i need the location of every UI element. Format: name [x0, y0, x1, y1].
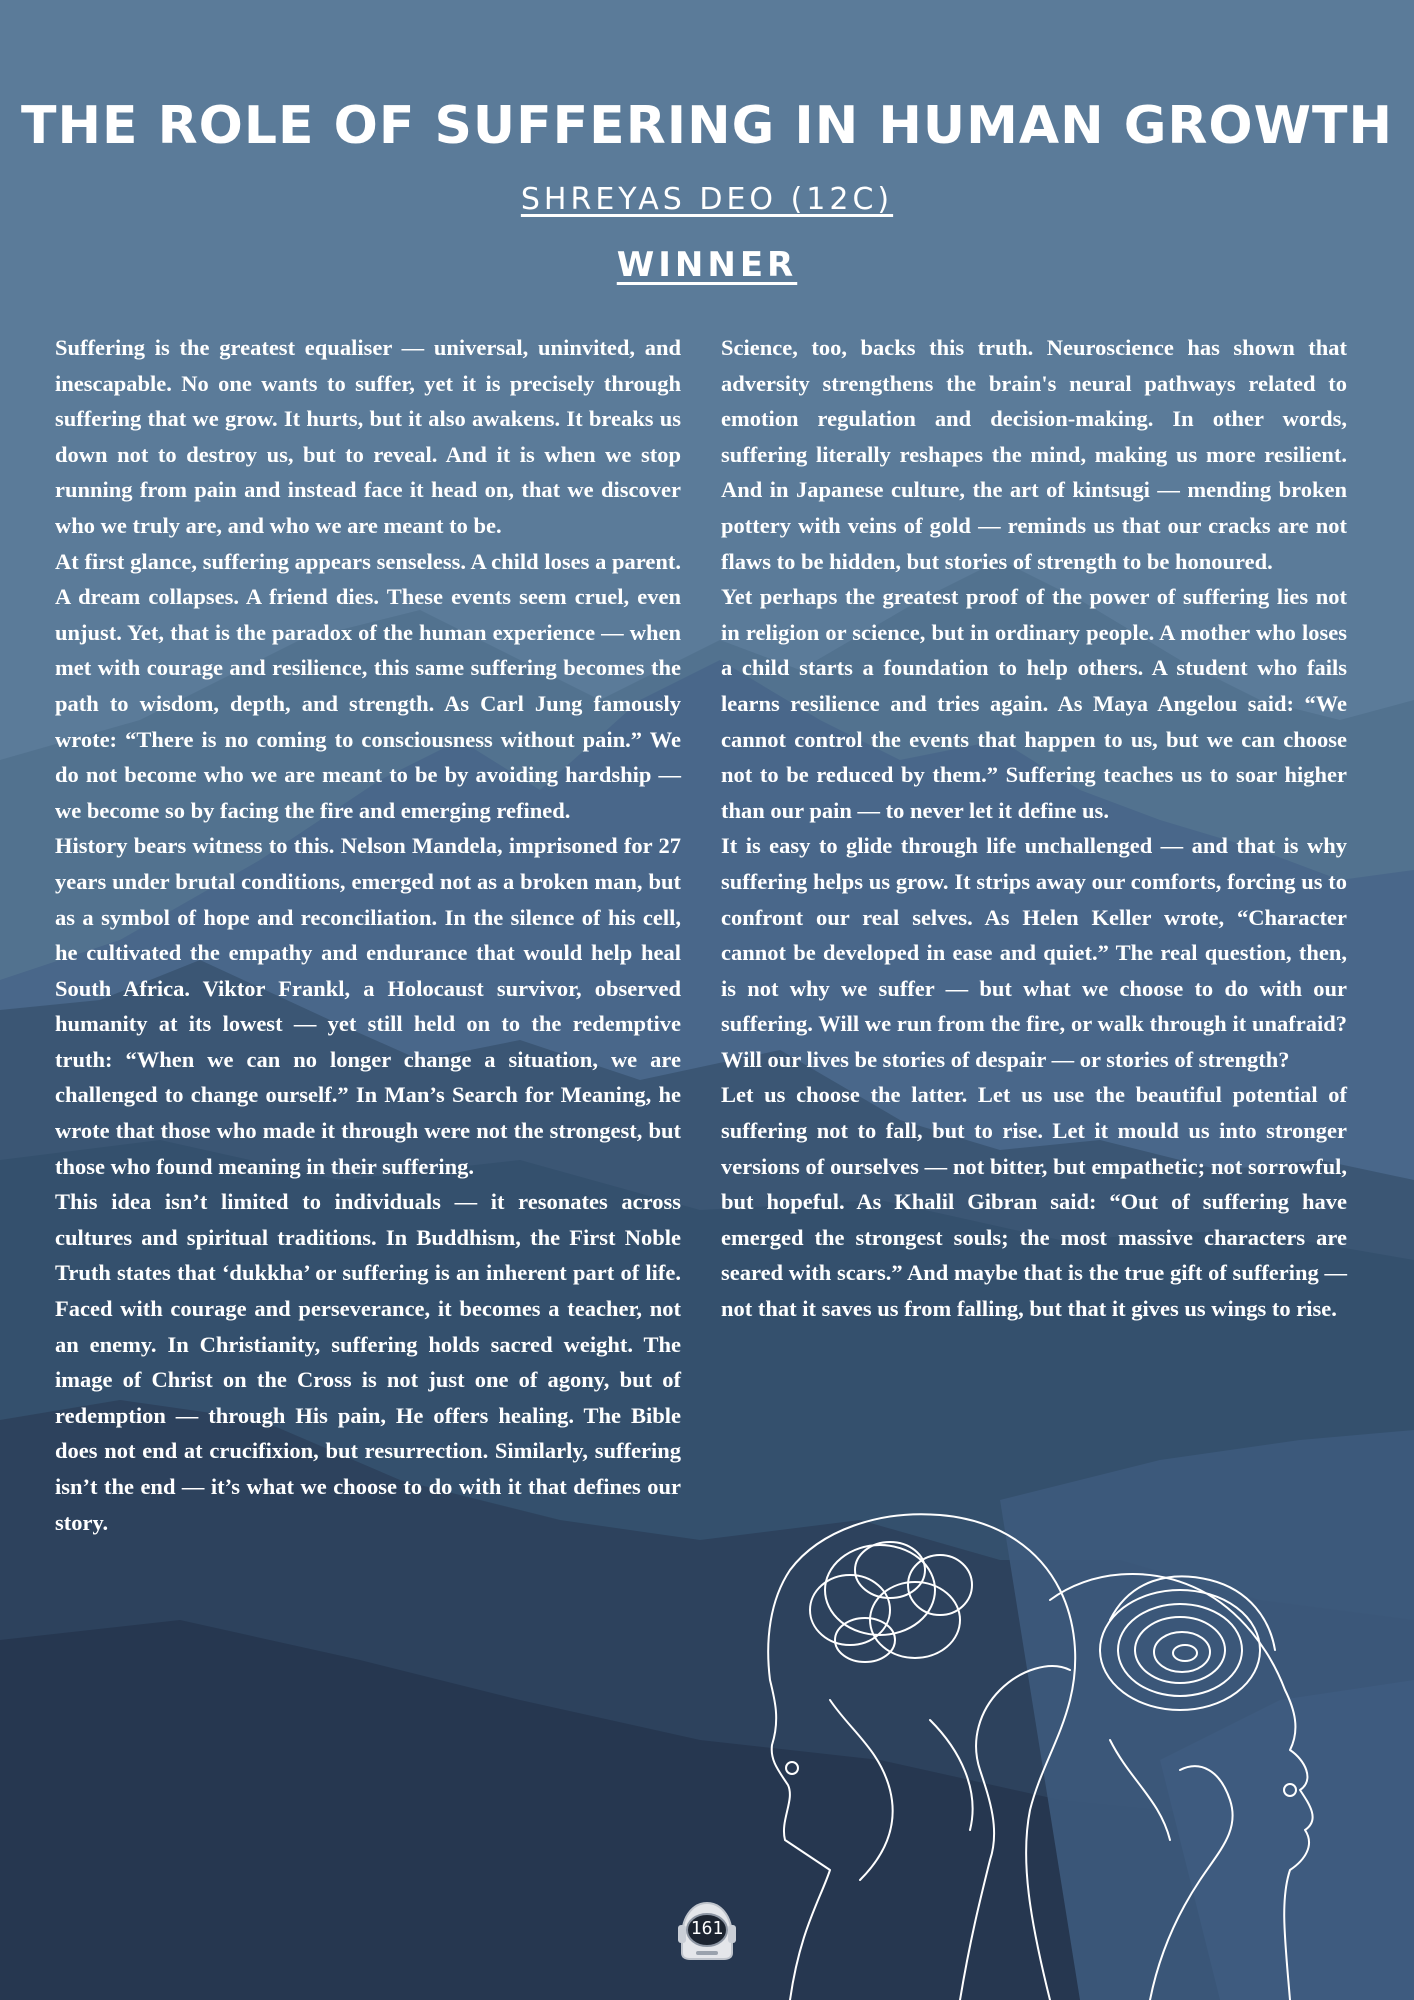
- page-number-badge: [674, 1897, 740, 1963]
- essay-paragraph: Yet perhaps the greatest proof of the power of suffering lies not in religion or science, but in ordinary people. A mother who loses a child starts a foundation to help others. A student who fails learns resilience and tries again. As Maya Angelou said: “We cannot control the events that happen to us, but we can choose not to be reduced by them.” Suffering teaches us to soar higher than our pain — to never let it define us.: [721, 584, 1347, 823]
- page-number: 161: [690, 1918, 724, 1939]
- essay-paragraph: At first glance, suffering appears senseless. A child loses a parent. A dream collapses. A friend dies. These events seem cruel, even unjust. Yet, that is the paradox of the human experience — when met with courage and resilience, this same suffering becomes the path to wisdom, depth, and strength. As Carl Jung famously wrote: “There is no coming to consciousness without pain.” We do not become who we are meant to be by avoiding hardship — we become so by facing the fire and emerging refined.: [55, 548, 681, 823]
- essay-paragraph: Let us choose the latter. Let us use the beautiful potential of suffering not to fall, but to rise. Let it mould us into stronger versions of ourselves — not bitter, but empathetic; not sorrowful, but hopeful. As Khalil Gibran said: “Out of suffering have emerged the strongest souls; the most massive characters are seared with scars.” And maybe that is the true gift of suffering — not that it saves us from falling, but that it gives us wings to rise.: [721, 1082, 1347, 1322]
- essay-title: THE ROLE OF SUFFERING IN HUMAN GROWTH: [21, 96, 1393, 156]
- essay-column-left: [55, 330, 681, 1540]
- essay-paragraph: History bears witness to this. Nelson Mandela, imprisoned for 27 years under brutal conditions, emerged not as a broken man, but as a symbol of hope and reconciliation. In the silence of his cell, he cultivated the empathy and endurance that would help heal South Africa. Viktor Frankl, a Holocaust survivor, observed humanity at its lowest — yet still held on to the redemptive truth: “When we can no longer change a situation, we are challenged to change ourself.” In Man’s Search for Meaning, he wrote that those who made it through were not the strongest, but those who found meaning in their suffering.: [55, 833, 681, 1179]
- award-label: WINNER: [616, 245, 798, 285]
- essay-paragraph: Science, too, backs this truth. Neuroscience has shown that adversity strengthens the brain's neural pathways related to emotion regulation and decision-making. In other words, suffering literally reshapes the mind, making us more resilient. And in Japanese culture, the art of kintsugi — mending broken pottery with veins of gold — reminds us that our cracks are not flaws to be hidden, but stories of strength to be honoured.: [721, 335, 1347, 574]
- author-name: SHREYAS DEO (12C): [520, 182, 894, 217]
- essay-column-right: [721, 330, 1347, 1327]
- essay-paragraph: This idea isn’t limited to individuals — it resonates across cultures and spiritual traditions. In Buddhism, the First Noble Truth states that ‘dukkha’ or suffering is an inherent part of life. Faced with courage and perseverance, it becomes a teacher, not an enemy. In Christianity, suffering holds sacred weight. The image of Christ on the Cross is not just one of agony, but of redemption — through His pain, He offers healing. The Bible does not end at crucifixion, but resurrection. Similarly, suffering isn’t the end — it’s what we choose to do with it that defines our story.: [55, 1189, 681, 1535]
- essay-paragraph: Suffering is the greatest equaliser — universal, uninvited, and inescapable. No one wants to suffer, yet it is precisely through suffering that we grow. It hurts, but it also awakens. It breaks us down not to destroy us, but to reveal. And it is when we stop running from pain and instead face it head on, that we discover who we truly are, and who we are meant to be.: [55, 335, 681, 538]
- essay-paragraph: It is easy to glide through life unchallenged — and that is why suffering helps us grow. It strips away our comforts, forcing us to confront our real selves. As Helen Keller wrote, “Character cannot be developed in ease and quiet.” The real question, then, is not why we suffer — but what we choose to do with our suffering. Will we run from the fire, or walk through it unafraid? Will our lives be stories of despair — or stories of strength?: [721, 833, 1347, 1072]
